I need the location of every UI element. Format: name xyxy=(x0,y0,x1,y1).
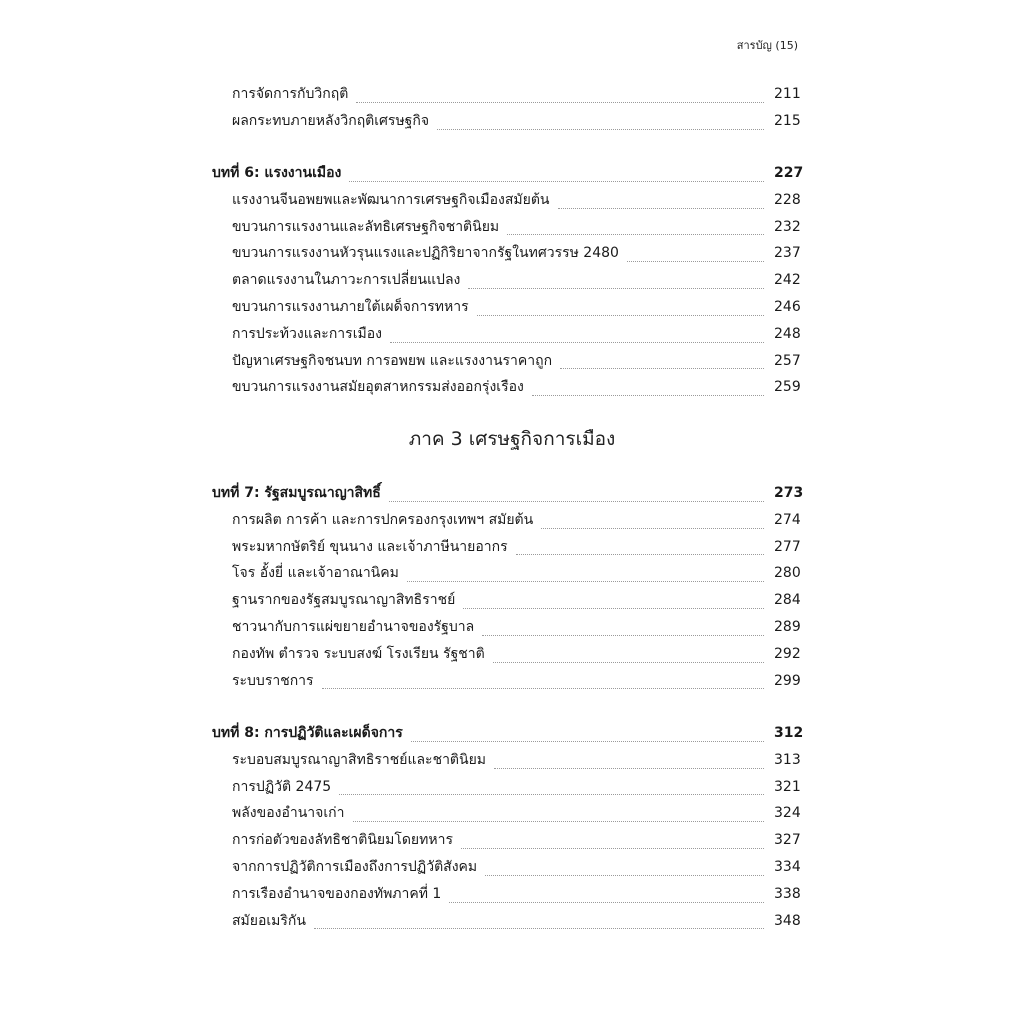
toc-entry xyxy=(212,374,800,401)
toc-entry xyxy=(212,507,800,534)
dot-leader xyxy=(339,794,764,795)
toc-entry xyxy=(212,560,800,587)
toc-entry xyxy=(212,108,800,135)
dot-leader xyxy=(494,768,764,769)
entry-title: ขบวนการแรงงานสมัยอุตสาหกรรมส่งออกรุ่งเรือง xyxy=(232,379,524,396)
dot-leader xyxy=(541,528,764,529)
toc-entry xyxy=(212,747,800,774)
dot-leader xyxy=(516,554,764,555)
entry-page: 242 xyxy=(774,272,801,289)
entry-title: ฐานรากของรัฐสมบูรณาญาสิทธิราชย์ xyxy=(232,592,456,609)
toc-entry xyxy=(212,641,800,668)
entry-page: 313 xyxy=(774,751,801,768)
dot-leader xyxy=(356,102,764,103)
dot-leader xyxy=(314,928,764,929)
toc-entry xyxy=(212,827,800,854)
toc-entry xyxy=(212,240,800,267)
entry-page: 232 xyxy=(774,218,801,235)
entry-title: ชาวนากับการแผ่ขยายอำนาจของรัฐบาล xyxy=(232,618,475,635)
chapter-title: บทที่ 7: รัฐสมบูรณาญาสิทธิ์ xyxy=(212,485,381,501)
entry-title: พลังของอำนาจเก่า xyxy=(232,805,345,822)
running-header: สารบัญ (15) xyxy=(736,39,798,52)
dot-leader xyxy=(463,608,764,609)
dot-leader xyxy=(482,635,764,636)
toc-entry xyxy=(212,321,800,348)
entry-title: การเรืองอำนาจของกองทัพภาคที่ 1 xyxy=(232,885,442,902)
dot-leader xyxy=(485,875,764,876)
entry-page: 246 xyxy=(774,298,801,315)
toc-entry xyxy=(212,881,800,908)
entry-title: ขบวนการแรงงานภายใต้เผด็จการทหาร xyxy=(232,298,469,315)
toc-chapter-7 xyxy=(212,480,804,694)
chapter-heading xyxy=(212,480,804,507)
toc-entry xyxy=(212,214,800,241)
entry-page: 284 xyxy=(774,592,801,609)
entry-title: จากการปฏิวัติการเมืองถึงการปฏิวัติสังคม xyxy=(232,858,478,875)
dot-leader xyxy=(558,208,765,209)
entry-title: ปัญหาเศรษฐกิจชนบท การอพยพ และแรงงานราคาถูก xyxy=(232,352,553,369)
entry-title: ผลกระทบภายหลังวิกฤติเศรษฐกิจ xyxy=(232,112,430,129)
entry-page: 348 xyxy=(774,912,801,929)
chapter-page: 312 xyxy=(774,725,804,741)
toc-entry xyxy=(212,614,800,641)
entry-title: ขบวนการแรงงานและลัทธิเศรษฐกิจชาตินิยม xyxy=(232,218,500,235)
toc-entry xyxy=(212,534,800,561)
entry-title: การผลิต การค้า และการปกครองกรุงเทพฯ สมัยต้น xyxy=(232,511,534,528)
toc-block-continued xyxy=(212,81,800,135)
toc-entry xyxy=(212,348,800,375)
entry-page: 324 xyxy=(774,805,801,822)
dot-leader xyxy=(407,581,764,582)
entry-title: พระมหากษัตริย์ ขุนนาง และเจ้าภาษีนายอากร xyxy=(232,538,508,555)
dot-leader xyxy=(627,261,764,262)
chapter-heading xyxy=(212,720,804,747)
entry-page: 215 xyxy=(774,112,801,129)
dot-leader xyxy=(389,501,764,502)
entry-page: 299 xyxy=(774,672,801,689)
dot-leader xyxy=(493,662,764,663)
entry-page: 248 xyxy=(774,325,801,342)
part-heading: ภาค 3 เศรษฐกิจการเมือง xyxy=(408,428,616,450)
entry-page: 289 xyxy=(774,618,801,635)
dot-leader xyxy=(532,395,764,396)
chapter-page: 227 xyxy=(774,165,804,181)
dot-leader xyxy=(411,741,764,742)
toc-entry xyxy=(212,774,800,801)
dot-leader xyxy=(468,288,764,289)
dot-leader xyxy=(322,688,764,689)
toc-entry xyxy=(212,187,800,214)
toc-entry xyxy=(212,668,800,695)
entry-page: 274 xyxy=(774,511,801,528)
chapter-title: บทที่ 6: แรงงานเมือง xyxy=(212,165,342,181)
dot-leader xyxy=(353,821,765,822)
entry-title: การปฏิวัติ 2475 xyxy=(232,778,332,795)
entry-page: 277 xyxy=(774,538,801,555)
toc-chapter-8 xyxy=(212,720,804,934)
toc-entry xyxy=(212,800,800,827)
chapter-heading xyxy=(212,160,804,187)
entry-title: การจัดการกับวิกฤติ xyxy=(232,86,349,102)
entry-title: โจร อั้งยี่ และเจ้าอาณานิคม xyxy=(232,565,399,582)
entry-page: 280 xyxy=(774,565,801,582)
entry-page: 228 xyxy=(774,191,801,208)
dot-leader xyxy=(560,368,764,369)
entry-page: 327 xyxy=(774,832,801,849)
dot-leader xyxy=(449,902,764,903)
entry-title: ตลาดแรงงานในภาวะการเปลี่ยนแปลง xyxy=(232,272,461,289)
entry-page: 211 xyxy=(774,86,801,102)
entry-title: ระบอบสมบูรณาญาสิทธิราชย์และชาตินิยม xyxy=(232,751,487,768)
toc-entry xyxy=(212,854,800,881)
dot-leader xyxy=(477,315,764,316)
chapter-title: บทที่ 8: การปฏิวัติและเผด็จการ xyxy=(212,725,403,741)
entry-page: 292 xyxy=(774,645,801,662)
entry-page: 334 xyxy=(774,858,801,875)
entry-title: ระบบราชการ xyxy=(232,672,314,689)
entry-title: แรงงานจีนอพยพและพัฒนาการเศรษฐกิจเมืองสมัยต้น xyxy=(232,191,550,208)
dot-leader xyxy=(390,342,764,343)
chapter-page: 273 xyxy=(774,485,804,501)
toc-entry xyxy=(212,908,800,935)
entry-page: 259 xyxy=(774,379,801,396)
toc-chapter-6 xyxy=(212,160,804,401)
toc-entry xyxy=(212,587,800,614)
entry-title: การประท้วงและการเมือง xyxy=(232,325,382,342)
dot-leader xyxy=(437,129,764,130)
toc-entry xyxy=(212,267,800,294)
entry-title: กองทัพ ตำรวจ ระบบสงฆ์ โรงเรียน รัฐชาติ xyxy=(232,645,485,662)
entry-title: สมัยอเมริกัน xyxy=(232,912,306,929)
entry-title: การก่อตัวของลัทธิชาตินิยมโดยทหาร xyxy=(232,832,453,849)
dot-leader xyxy=(349,181,764,182)
entry-page: 237 xyxy=(774,245,801,262)
entry-title: ขบวนการแรงงานหัวรุนแรงและปฏิกิริยาจากรัฐในทศวรรษ 2480 xyxy=(232,245,619,262)
entry-page: 321 xyxy=(774,778,801,795)
toc-entry xyxy=(212,81,800,108)
entry-page: 257 xyxy=(774,352,801,369)
dot-leader xyxy=(507,234,764,235)
entry-page: 338 xyxy=(774,885,801,902)
dot-leader xyxy=(461,848,764,849)
toc-entry xyxy=(212,294,800,321)
